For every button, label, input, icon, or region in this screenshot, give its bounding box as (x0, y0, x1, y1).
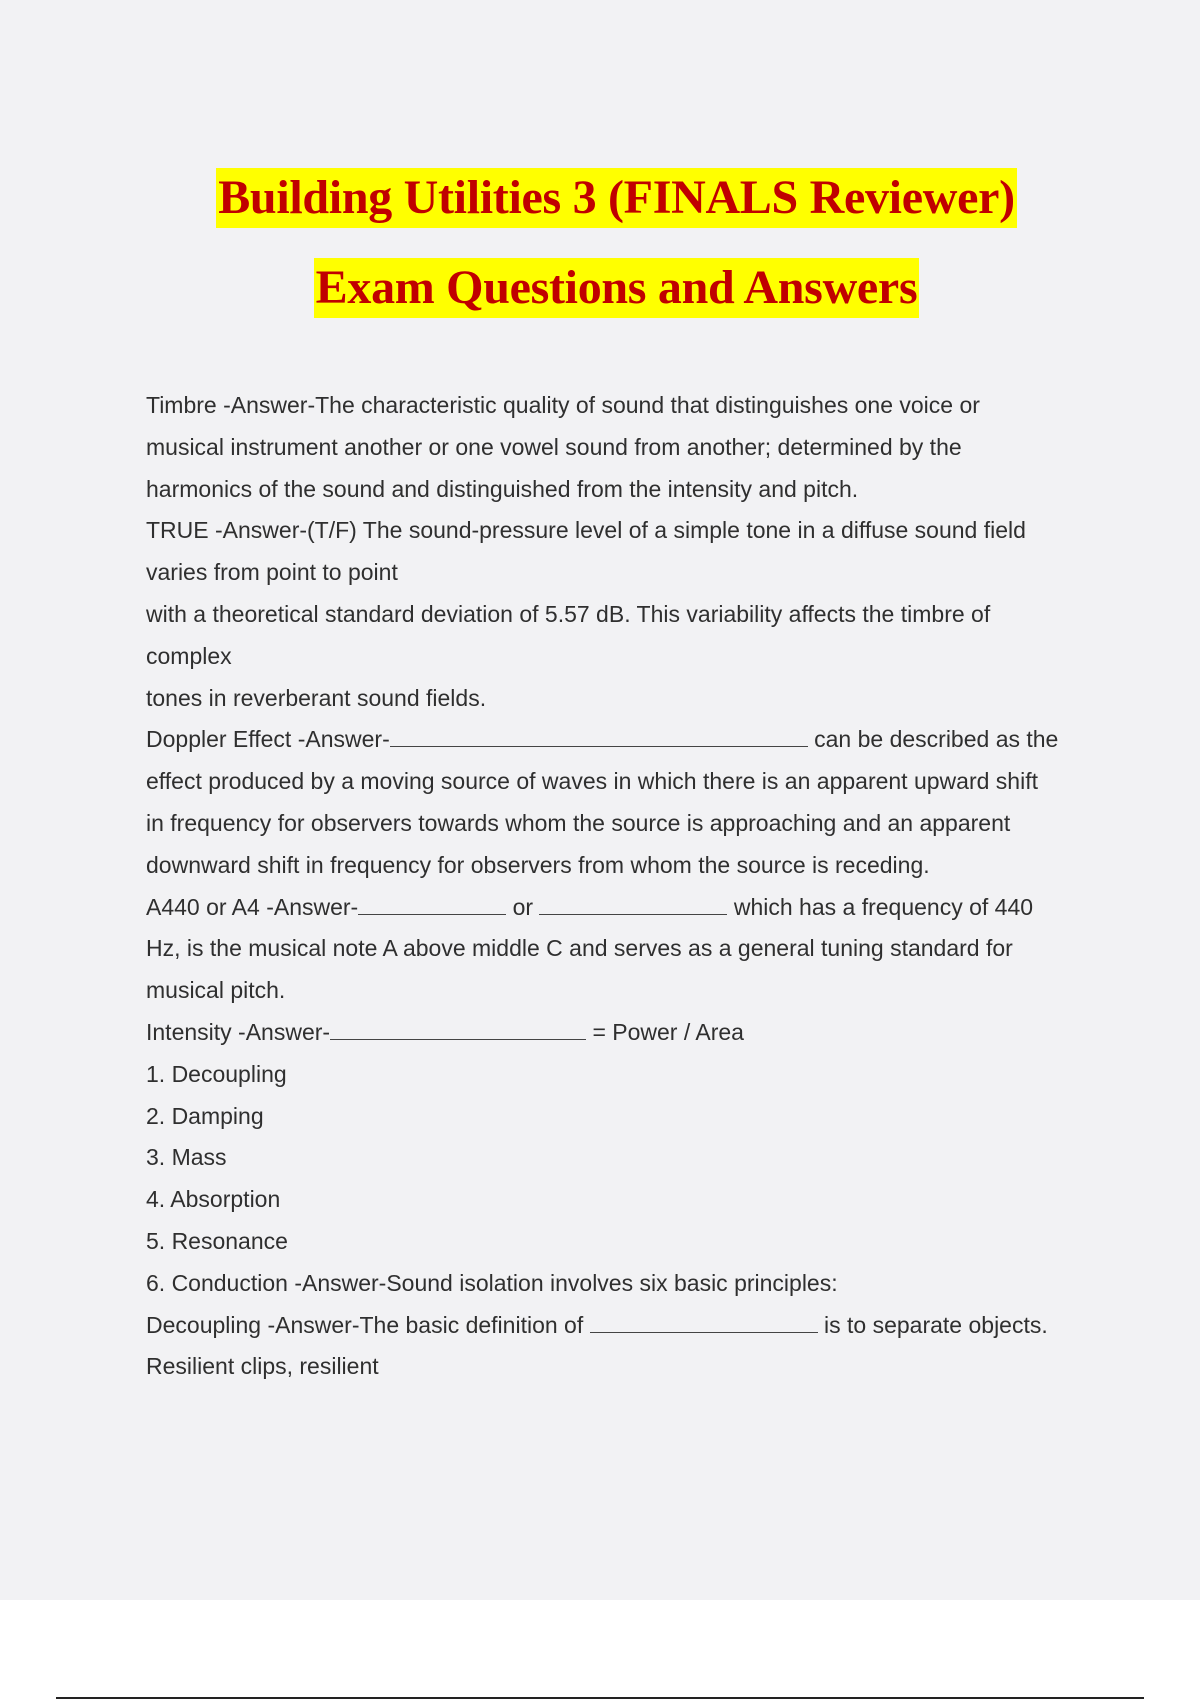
text-line: Hz, is the musical note A above middle C and serves as a general tuning standard for (146, 935, 1013, 962)
text-line: musical instrument another or one vowel sound from another; determined by the (146, 433, 962, 460)
title-line-1: Building Utilities 3 (FINALS Reviewer) (216, 168, 1017, 228)
text-line: in frequency for observers towards whom the source is approaching and an apparent (146, 809, 1011, 836)
list-item: 2. Damping (146, 1102, 264, 1129)
document-title (0, 168, 1200, 318)
text-line (146, 887, 1096, 929)
document-body (146, 385, 1096, 1388)
text-fragment: is to separate objects. (824, 1311, 1048, 1338)
text-line: harmonics of the sound and distinguished from the intensity and pitch. (146, 475, 859, 502)
fill-blank (358, 894, 506, 915)
fill-blank (539, 894, 727, 915)
list-item: 5. Resonance (146, 1227, 288, 1254)
term-label: Doppler Effect -Answer- (146, 726, 390, 753)
text-fragment: or (512, 893, 534, 920)
fill-blank (590, 1312, 818, 1333)
term-label: Intensity -Answer- (146, 1018, 331, 1045)
text-line (146, 1305, 1096, 1347)
text-line: complex (146, 642, 232, 669)
text-line: musical pitch. (146, 977, 286, 1004)
text-line: tones in reverberant sound fields. (146, 684, 487, 711)
text-line (146, 719, 1096, 761)
text-line: varies from point to point (146, 559, 398, 586)
list-item: 4. Absorption (146, 1186, 281, 1213)
term-label: Decoupling -Answer-The basic definition of (146, 1311, 584, 1338)
text-line: TRUE -Answer-(T/F) The sound-pressure level of a simple tone in a diffuse sound field (146, 517, 1026, 544)
text-line (146, 1012, 1096, 1054)
text-fragment: which has a frequency of 440 (733, 893, 1034, 920)
text-fragment: = Power / Area (592, 1018, 744, 1045)
footer-divider (56, 1697, 1144, 1699)
fill-blank (390, 726, 808, 747)
list-item: 3. Mass (146, 1144, 227, 1171)
text-line: with a theoretical standard deviation of 5.57 dB. This variability affects the timbre of (146, 600, 991, 627)
list-item: 6. Conduction -Answer-Sound isolation involves six basic principles: (146, 1269, 838, 1296)
list-item: 1. Decoupling (146, 1060, 287, 1087)
title-line-2: Exam Questions and Answers (314, 258, 920, 318)
text-fragment: can be described as the (814, 726, 1059, 753)
text-line: Resilient clips, resilient (146, 1353, 379, 1380)
text-line: downward shift in frequency for observers from whom the source is receding. (146, 851, 930, 878)
text-line: effect produced by a moving source of waves in which there is an apparent upward shift (146, 768, 1038, 795)
text-line: Timbre -Answer-The characteristic quality of sound that distinguishes one voice or (146, 392, 980, 418)
term-label: A440 or A4 -Answer- (146, 893, 359, 920)
fill-blank (330, 1019, 586, 1040)
